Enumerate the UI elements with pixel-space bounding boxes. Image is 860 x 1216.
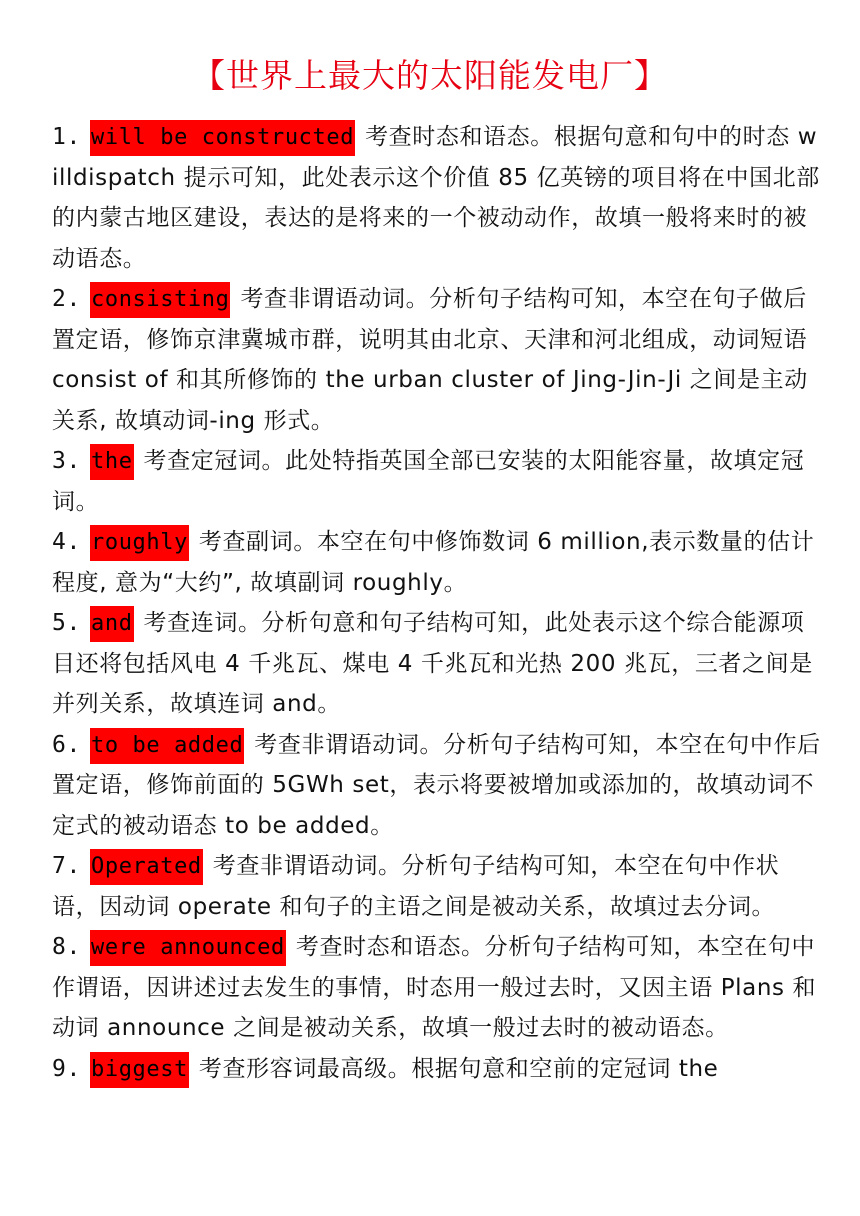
item-explanation: 考查时态和语态。根据句意和句中的时态 willdispatch 提示可知，此处表示这个价值 85 亿英镑的项目将在中国北部的内蒙古地区建设，表达的是将来的一个被动动作，故填一般将来时的被动语态。 [52,124,820,272]
answer-highlight: roughly [90,525,189,561]
answer-highlight: were announced [90,930,286,966]
item-number: 8. [52,934,81,960]
item-explanation: 考查定冠词。此处特指英国全部已安装的太阳能容量，故填定冠词。 [52,448,805,515]
answer-highlight: the [90,444,134,480]
list-item [52,603,822,725]
item-number: 1. [52,124,81,150]
answer-highlight: biggest [90,1052,189,1088]
item-number: 5. [52,610,81,636]
list-item [52,927,822,1049]
item-explanation: 考查时态和语态。分析句子结构可知，本空在句中作谓语，因讲述过去发生的事情，时态用一般过去时，又因主语 Plans 和动词 announce 之间是被动关系，故填一般过去时的被动语态。 [52,934,817,1041]
item-number: 9. [52,1055,81,1082]
item-explanation: 考查非谓语动词。分析句子结构可知，本空在句中作状语，因动词 operate 和句子的主语之间是被动关系，故填过去分词。 [52,853,780,920]
list-item [52,725,822,847]
answer-highlight: consisting [90,282,230,318]
item-explanation: 考查非谓语动词。分析句子结构可知，本空在句中作后置定语，修饰前面的 5GWh set，表示将要被增加或添加的，故填动词不定式的被动语态 to be added。 [52,731,821,839]
item-number: 7. [52,853,81,879]
list-item [52,846,822,927]
list-item [52,441,822,522]
list-item [52,1049,822,1090]
list-item [52,522,822,603]
answer-highlight: Operated [90,849,203,885]
answer-highlight: to be added [90,728,244,764]
item-explanation: 考查形容词最高级。根据句意和空前的定冠词 the [198,1055,719,1082]
list-item [52,279,822,441]
page-title: 【世界上最大的太阳能发电厂】 [192,56,668,95]
item-number: 6. [52,731,81,758]
item-number: 2. [52,286,81,312]
answer-list [52,117,822,1089]
item-number: 3. [52,448,81,474]
item-explanation: 考查副词。本空在句中修饰数词 6 million,表示数量的估计程度, 意为“大约”, 故填副词 roughly。 [52,529,815,596]
item-explanation: 考查非谓语动词。分析句子结构可知，本空在句子做后置定语，修饰京津冀城市群，说明其由北京、天津和河北组成，动词短语 consist of 和其所修饰的 the urban cluster of Jing-Jin-Ji 之间是主动关系, 故填动词-ing 形式。 [52,286,808,434]
item-number: 4. [52,529,81,555]
list-item [52,117,822,279]
item-explanation: 考查连词。分析句意和句子结构可知，此处表示这个综合能源项目还将包括风电 4 千兆瓦、煤电 4 千兆瓦和光热 200 兆瓦，三者之间是并列关系，故填连词 and。 [52,610,813,717]
answer-highlight: and [90,606,134,642]
answer-highlight: will be constructed [90,120,355,156]
